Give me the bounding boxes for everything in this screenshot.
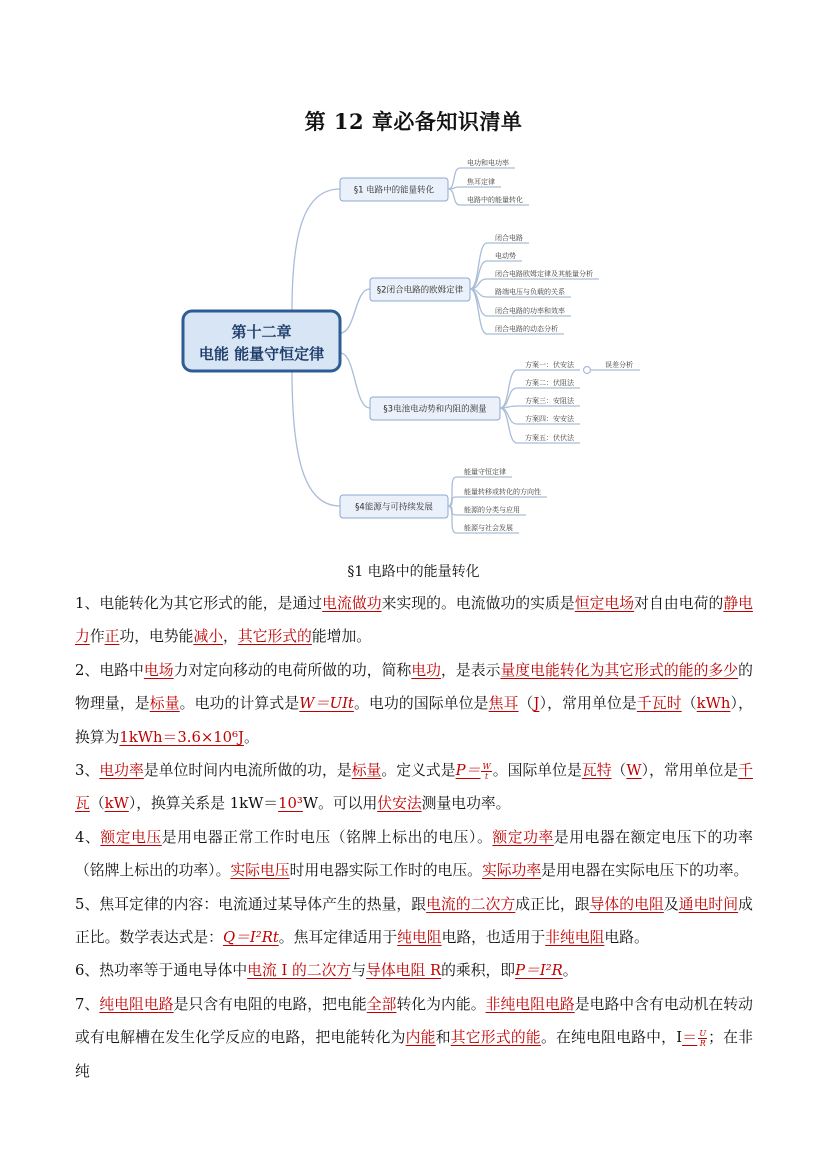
section-heading: §1 电路中的能量转化 bbox=[347, 564, 480, 580]
connector-center-branch-2 bbox=[340, 289, 370, 333]
branch-1-child: 电功和电功率 bbox=[467, 159, 509, 167]
text-run: 。 bbox=[243, 728, 259, 746]
text-run: 6、热功率等于通电导体中 bbox=[75, 962, 248, 980]
text-run: 是用电器正常工作时电压（铭牌上标出的电压）。 bbox=[161, 828, 493, 846]
formula-prefix: P＝ bbox=[455, 762, 481, 780]
paragraph-2 bbox=[75, 654, 753, 754]
text-run: 和 bbox=[435, 1029, 451, 1047]
fraction-numerator: W bbox=[482, 761, 491, 771]
text-run: 3、 bbox=[75, 762, 100, 780]
text-run: 7、 bbox=[75, 995, 100, 1013]
paragraph-6 bbox=[75, 954, 753, 987]
text-run: 是用电器在实际电压下的功率。 bbox=[541, 862, 749, 880]
text-run: 与 bbox=[351, 962, 367, 980]
text-run: ），换算关系是 1kW＝ bbox=[128, 795, 279, 813]
branch-4-child: 能源与社会发展 bbox=[464, 524, 513, 532]
branch-4-child: 能量守恒定律 bbox=[464, 468, 506, 476]
answer-blank: 导体电阻 R bbox=[366, 962, 442, 980]
answer-blank: 额定电压 bbox=[100, 828, 162, 846]
text-run: 时用电器实际工作时的电压。 bbox=[289, 862, 482, 880]
answer-blank: 千瓦 bbox=[75, 762, 753, 813]
answer-blank: 正 bbox=[104, 628, 120, 646]
text-run: 4、 bbox=[75, 828, 101, 846]
text-run: 测量电功率。 bbox=[421, 795, 511, 813]
text-run: 。在纯电阻电路中，I bbox=[540, 1029, 683, 1047]
text-run: ），换算为 bbox=[75, 695, 753, 746]
branch-2-child: 路端电压与负载的关系 bbox=[495, 288, 565, 296]
answer-blank: 实际功率 bbox=[481, 862, 542, 880]
answer-blank: 非纯电阻 bbox=[545, 929, 605, 947]
center-node-line1: 第十二章 bbox=[231, 323, 292, 341]
branch-label-3: §3电池电动势和内阻的测量 bbox=[383, 404, 487, 415]
paragraph-7 bbox=[75, 988, 753, 1088]
text-run: 来实现的。电流做功的实质是 bbox=[381, 595, 575, 612]
text-run: 成正比，跟 bbox=[515, 895, 590, 913]
text-run: 。焦耳定律适用于 bbox=[278, 929, 398, 947]
branch-label-2: §2闭合电路的欧姆定律 bbox=[376, 285, 464, 296]
answer-blank: 伏安法 bbox=[377, 795, 422, 813]
connector-branch-1-child bbox=[448, 187, 501, 189]
connector-center-branch-3 bbox=[340, 353, 370, 408]
answer-blank: 电场 bbox=[143, 661, 174, 679]
answer-blank: 导体的电阻 bbox=[589, 895, 664, 913]
paragraph-1 bbox=[75, 587, 753, 654]
text-run: 力对定向移动的电荷所做的功，简称 bbox=[173, 661, 412, 679]
branch-4-child: 能量转移或转化的方向性 bbox=[464, 488, 541, 496]
branch-label-1: §1 电路中的能量转化 bbox=[353, 185, 435, 196]
text-run: 作 bbox=[89, 628, 105, 646]
branch-1-child: 焦耳定律 bbox=[467, 178, 495, 186]
answer-blank: 千瓦时 bbox=[636, 695, 682, 713]
fraction-denominator: R bbox=[699, 1038, 706, 1048]
connector-branch-4-child bbox=[448, 497, 547, 506]
formula-prefix: ＝ bbox=[682, 1029, 698, 1047]
text-run: 2、电路中 bbox=[75, 661, 144, 679]
fraction bbox=[481, 762, 491, 781]
paragraph-5 bbox=[75, 888, 753, 955]
answer-blank: 电流 I 的二次方 bbox=[247, 962, 352, 980]
text-run: （ bbox=[518, 695, 534, 713]
branch-2-child: 闭合电路的动态分析 bbox=[495, 325, 558, 333]
text-run: 是用电器在额定电压下的功率（铭牌上标出的功率）。 bbox=[75, 828, 753, 880]
text-run: 。定义式是 bbox=[381, 762, 456, 780]
answer-blank: J bbox=[533, 695, 540, 713]
answer-blank: 内能 bbox=[405, 1029, 436, 1047]
chapter-mind-map bbox=[0, 150, 827, 545]
answer-blank: 非纯电阻电路 bbox=[485, 995, 575, 1013]
text-run: 是只含有电阻的电路，把电能 bbox=[173, 995, 367, 1013]
text-run: 是电路中含有电动机在转动或有电解槽在发生化学反应的电路，把电能转化为 bbox=[75, 995, 753, 1047]
text-run: 及 bbox=[663, 895, 679, 913]
text-run: ， bbox=[223, 628, 238, 646]
branch-4-child: 能源的分类与应用 bbox=[464, 506, 520, 514]
answer-blank: kW bbox=[104, 795, 129, 813]
branch-label-4: §4能源与可持续发展 bbox=[355, 502, 433, 513]
answer-blank: 其它形式的 bbox=[237, 628, 312, 646]
text-run: 5、焦耳定律的内容：电流通过某导体产生的热量，跟 bbox=[75, 895, 427, 913]
answer-blank: 通电时间 bbox=[678, 895, 739, 913]
text-run: 电路，也适用于 bbox=[441, 929, 546, 947]
branch-1-child: 电路中的能量转化 bbox=[467, 196, 523, 204]
answer-blank: kWh bbox=[696, 695, 731, 713]
text-run: 的物理量，是 bbox=[75, 661, 753, 713]
answer-blank: 标量 bbox=[149, 695, 180, 713]
answer-blank: 瓦特 bbox=[581, 762, 612, 780]
connector-center-branch-1 bbox=[292, 189, 340, 311]
branch-3-child: 方案三：安阻法 bbox=[525, 397, 574, 405]
branch-2-child: 电动势 bbox=[495, 252, 516, 260]
text-run: W。可以用 bbox=[302, 795, 378, 813]
answer-blank: 静电力 bbox=[75, 595, 753, 646]
branch-3-child: 方案一：伏安法 bbox=[525, 361, 574, 369]
answer-blank bbox=[682, 1029, 708, 1046]
answer-blank: W＝UIt bbox=[299, 695, 354, 713]
text-run: 。国际单位是 bbox=[492, 762, 582, 780]
branch-2-child: 闭合电路欧姆定律及其能量分析 bbox=[495, 270, 593, 278]
text-run: 成正比。数学表达式是： bbox=[75, 895, 753, 947]
connector-branch-2-child bbox=[470, 243, 529, 289]
text-run: 。 bbox=[562, 962, 578, 980]
answer-blank: 10³ bbox=[278, 795, 303, 813]
answer-blank: 恒定电场 bbox=[574, 595, 635, 612]
answer-blank: 标量 bbox=[351, 762, 382, 780]
text-run: 对自由电荷的 bbox=[634, 595, 724, 612]
text-run: ），常用单位是 bbox=[641, 762, 739, 780]
answer-blank: 纯电阻 bbox=[397, 929, 442, 947]
branch-3-child: 方案五：伏伏法 bbox=[525, 434, 574, 442]
paragraph-3 bbox=[75, 754, 753, 821]
answer-blank: 焦耳 bbox=[488, 695, 519, 713]
text-run: 是单位时间内电流所做的功，是 bbox=[143, 762, 352, 780]
collapse-toggle-icon bbox=[584, 367, 591, 374]
branch-3-child: 方案二：伏阻法 bbox=[525, 379, 574, 387]
answer-blank bbox=[456, 762, 493, 779]
answer-blank: 实际电压 bbox=[230, 862, 290, 880]
text-run: 功，电势能 bbox=[119, 628, 194, 646]
answer-blank: Q＝I²Rt bbox=[222, 929, 279, 947]
answer-blank: 电功率 bbox=[99, 762, 144, 780]
text-run: ；在非纯 bbox=[75, 1029, 753, 1080]
answer-blank: 电流做功 bbox=[322, 595, 382, 612]
section1-body bbox=[75, 587, 753, 1088]
connector-branch-3-child bbox=[500, 406, 580, 408]
answer-blank: 电功 bbox=[411, 661, 442, 679]
answer-blank: 量度电能转化为其它形式的能的多少 bbox=[500, 661, 739, 679]
text-run: ），常用单位是 bbox=[539, 695, 637, 713]
text-run: （ bbox=[89, 795, 105, 813]
branch-2-child: 闭合电路的功率和效率 bbox=[495, 307, 565, 315]
answer-blank: 额定功率 bbox=[492, 828, 554, 846]
page-title: 第 12 章必备知识清单 bbox=[304, 109, 523, 134]
answer-blank: 其它形式的能 bbox=[450, 1029, 541, 1047]
branch-3-child: 方案四：安安法 bbox=[525, 415, 574, 423]
fraction-numerator: U bbox=[699, 1028, 707, 1038]
text-run: ，是表示 bbox=[441, 661, 501, 679]
answer-blank: 电流的二次方 bbox=[426, 895, 516, 913]
text-run: 的乘积，即 bbox=[441, 962, 516, 980]
paragraph-4 bbox=[75, 821, 753, 888]
answer-blank: 减小 bbox=[193, 628, 224, 646]
text-run: 电路。 bbox=[604, 929, 649, 947]
answer-blank: 纯电阻电路 bbox=[99, 995, 174, 1013]
text-run: （ bbox=[611, 762, 627, 780]
center-node-line2: 电能 能量守恒定律 bbox=[198, 345, 325, 363]
answer-blank: P＝I²R bbox=[515, 962, 563, 980]
text-run: 1、电能转化为其它形式的能，是通过 bbox=[75, 595, 323, 612]
fraction bbox=[698, 1029, 707, 1048]
text-run: 能增加。 bbox=[311, 628, 372, 646]
text-run: 。电功的计算式是 bbox=[179, 695, 300, 713]
answer-blank: 全部 bbox=[366, 995, 397, 1013]
branch-2-child: 闭合电路 bbox=[495, 234, 523, 242]
text-run: （ bbox=[681, 695, 697, 713]
sub-node-error-analysis: 误差分析 bbox=[605, 361, 633, 369]
answer-blank: 1kWh＝3.6×10⁶J bbox=[119, 728, 244, 746]
answer-blank: W bbox=[626, 762, 642, 780]
fraction-denominator: t bbox=[484, 771, 489, 781]
text-run: 转化为内能。 bbox=[396, 995, 486, 1013]
text-run: 。电功的国际单位是 bbox=[353, 695, 489, 713]
connector-center-branch-4 bbox=[292, 371, 340, 506]
